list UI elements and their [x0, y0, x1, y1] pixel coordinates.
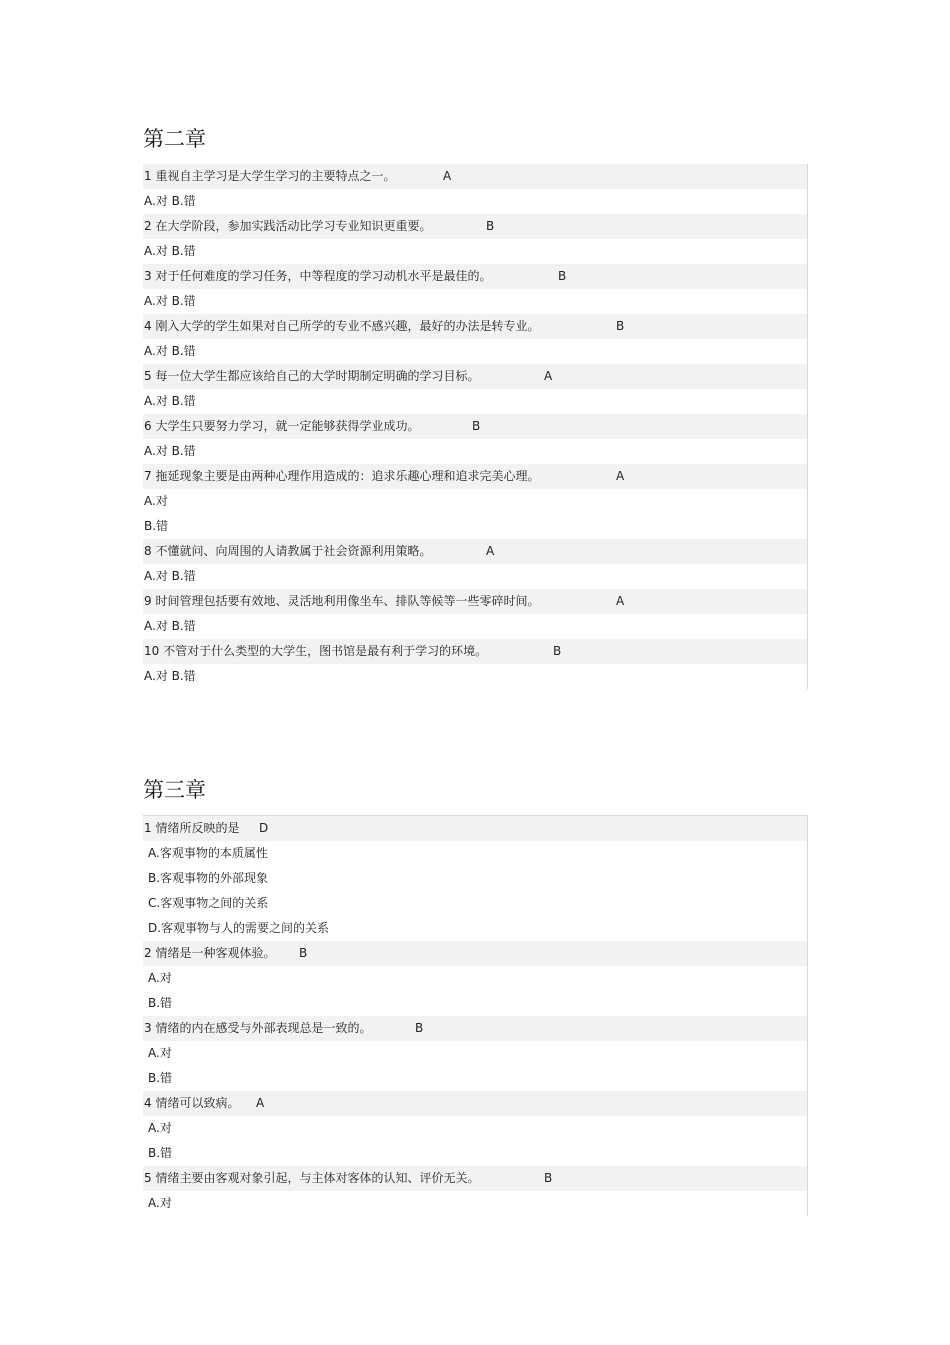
chapter-title: 第三章	[143, 778, 206, 802]
question-text: 10 不管对于什么类型的大学生，图书馆是最有利于学习的环境。	[144, 644, 488, 658]
answer-key: B	[299, 946, 308, 960]
option-row	[143, 564, 807, 589]
option-text: A.对 B.错	[144, 344, 196, 358]
option-row	[143, 1066, 807, 1091]
option-row	[143, 1191, 807, 1216]
answer-key: A	[544, 369, 553, 383]
option-row	[143, 866, 807, 891]
option-text: A.对	[144, 494, 168, 508]
question-text: 3 情绪的内在感受与外部表现总是一致的。	[144, 1021, 372, 1035]
option-text: A.对	[148, 1046, 172, 1060]
question-table	[143, 815, 808, 1216]
question-table	[143, 164, 808, 689]
question-text: 4 情绪可以致病。	[144, 1096, 240, 1110]
question-text: 9 时间管理包括要有效地、灵活地利用像坐车、排队等候等一些零碎时间。	[144, 594, 540, 608]
option-text: B.错	[144, 519, 169, 533]
question-row	[143, 414, 807, 439]
question-row	[143, 464, 807, 489]
option-text: A.对 B.错	[144, 194, 196, 208]
answer-key: A	[486, 544, 495, 558]
answer-key: B	[553, 644, 562, 658]
question-row	[143, 589, 807, 614]
question-text: 8 不懂就问、向周围的人请教属于社会资源利用策略。	[144, 544, 432, 558]
option-row	[143, 289, 807, 314]
answer-key: D	[259, 821, 269, 835]
question-row	[143, 364, 807, 389]
option-text: B.客观事物的外部现象	[148, 871, 269, 885]
question-text: 1 重视自主学习是大学生学习的主要特点之一。	[144, 169, 396, 183]
option-row	[143, 239, 807, 264]
option-row	[143, 1141, 807, 1166]
option-text: A.对	[148, 1196, 172, 1210]
question-text: 2 在大学阶段，参加实践活动比学习专业知识更重要。	[144, 219, 432, 233]
question-text: 1 情绪所反映的是	[144, 821, 240, 835]
option-text: D.客观事物与人的需要之间的关系	[148, 921, 330, 935]
option-row	[143, 841, 807, 866]
answer-key: B	[472, 419, 481, 433]
option-text: C.客观事物之间的关系	[148, 896, 269, 910]
question-row	[143, 214, 807, 239]
question-row	[143, 816, 807, 841]
option-row	[143, 664, 807, 689]
option-row	[143, 389, 807, 414]
option-row	[143, 991, 807, 1016]
option-row	[143, 439, 807, 464]
option-text: A.对	[148, 971, 172, 985]
question-row	[143, 941, 807, 966]
question-row	[143, 314, 807, 339]
question-text: 3 对于任何难度的学习任务，中等程度的学习动机水平是最佳的。	[144, 269, 492, 283]
question-text: 7 拖延现象主要是由两种心理作用造成的：追求乐趣心理和追求完美心理。	[144, 469, 540, 483]
answer-key: B	[486, 219, 495, 233]
answer-key: B	[616, 319, 625, 333]
option-row	[143, 891, 807, 916]
question-row	[143, 1166, 807, 1191]
option-row	[143, 489, 807, 514]
option-row	[143, 916, 807, 941]
question-text: 5 情绪主要由客观对象引起，与主体对客体的认知、评价无关。	[144, 1171, 480, 1185]
option-text: A.对 B.错	[144, 669, 196, 683]
answer-key: A	[616, 469, 625, 483]
question-row	[143, 1016, 807, 1041]
option-text: A.客观事物的本质属性	[148, 846, 268, 860]
question-row	[143, 539, 807, 564]
question-row	[143, 264, 807, 289]
option-row	[143, 1041, 807, 1066]
option-text: A.对 B.错	[144, 444, 196, 458]
option-text: A.对 B.错	[144, 569, 196, 583]
option-row	[143, 514, 807, 539]
chapter-3-section	[143, 775, 808, 1216]
option-text: B.错	[148, 1071, 173, 1085]
option-row	[143, 614, 807, 639]
answer-key: A	[443, 169, 452, 183]
answer-key: B	[544, 1171, 553, 1185]
question-row	[143, 164, 807, 189]
answer-key: B	[558, 269, 567, 283]
option-text: B.错	[148, 996, 173, 1010]
option-text: A.对 B.错	[144, 394, 196, 408]
option-row	[143, 339, 807, 364]
question-row	[143, 1091, 807, 1116]
chapter-title: 第二章	[143, 127, 206, 151]
option-text: B.错	[148, 1146, 173, 1160]
answer-key: B	[415, 1021, 424, 1035]
option-text: A.对 B.错	[144, 294, 196, 308]
question-text: 4 刚入大学的学生如果对自己所学的专业不感兴趣，最好的办法是转专业。	[144, 319, 540, 333]
answer-key: A	[616, 594, 625, 608]
option-row	[143, 1116, 807, 1141]
question-row	[143, 639, 807, 664]
question-text: 2 情绪是一种客观体验。	[144, 946, 276, 960]
question-text: 6 大学生只要努力学习，就一定能够获得学业成功。	[144, 419, 420, 433]
answer-key: A	[256, 1096, 265, 1110]
option-row	[143, 966, 807, 991]
question-text: 5 每一位大学生都应该给自己的大学时期制定明确的学习目标。	[144, 369, 480, 383]
option-text: A.对	[148, 1121, 172, 1135]
chapter-2-section	[143, 124, 808, 689]
option-row	[143, 189, 807, 214]
option-text: A.对 B.错	[144, 244, 196, 258]
option-text: A.对 B.错	[144, 619, 196, 633]
